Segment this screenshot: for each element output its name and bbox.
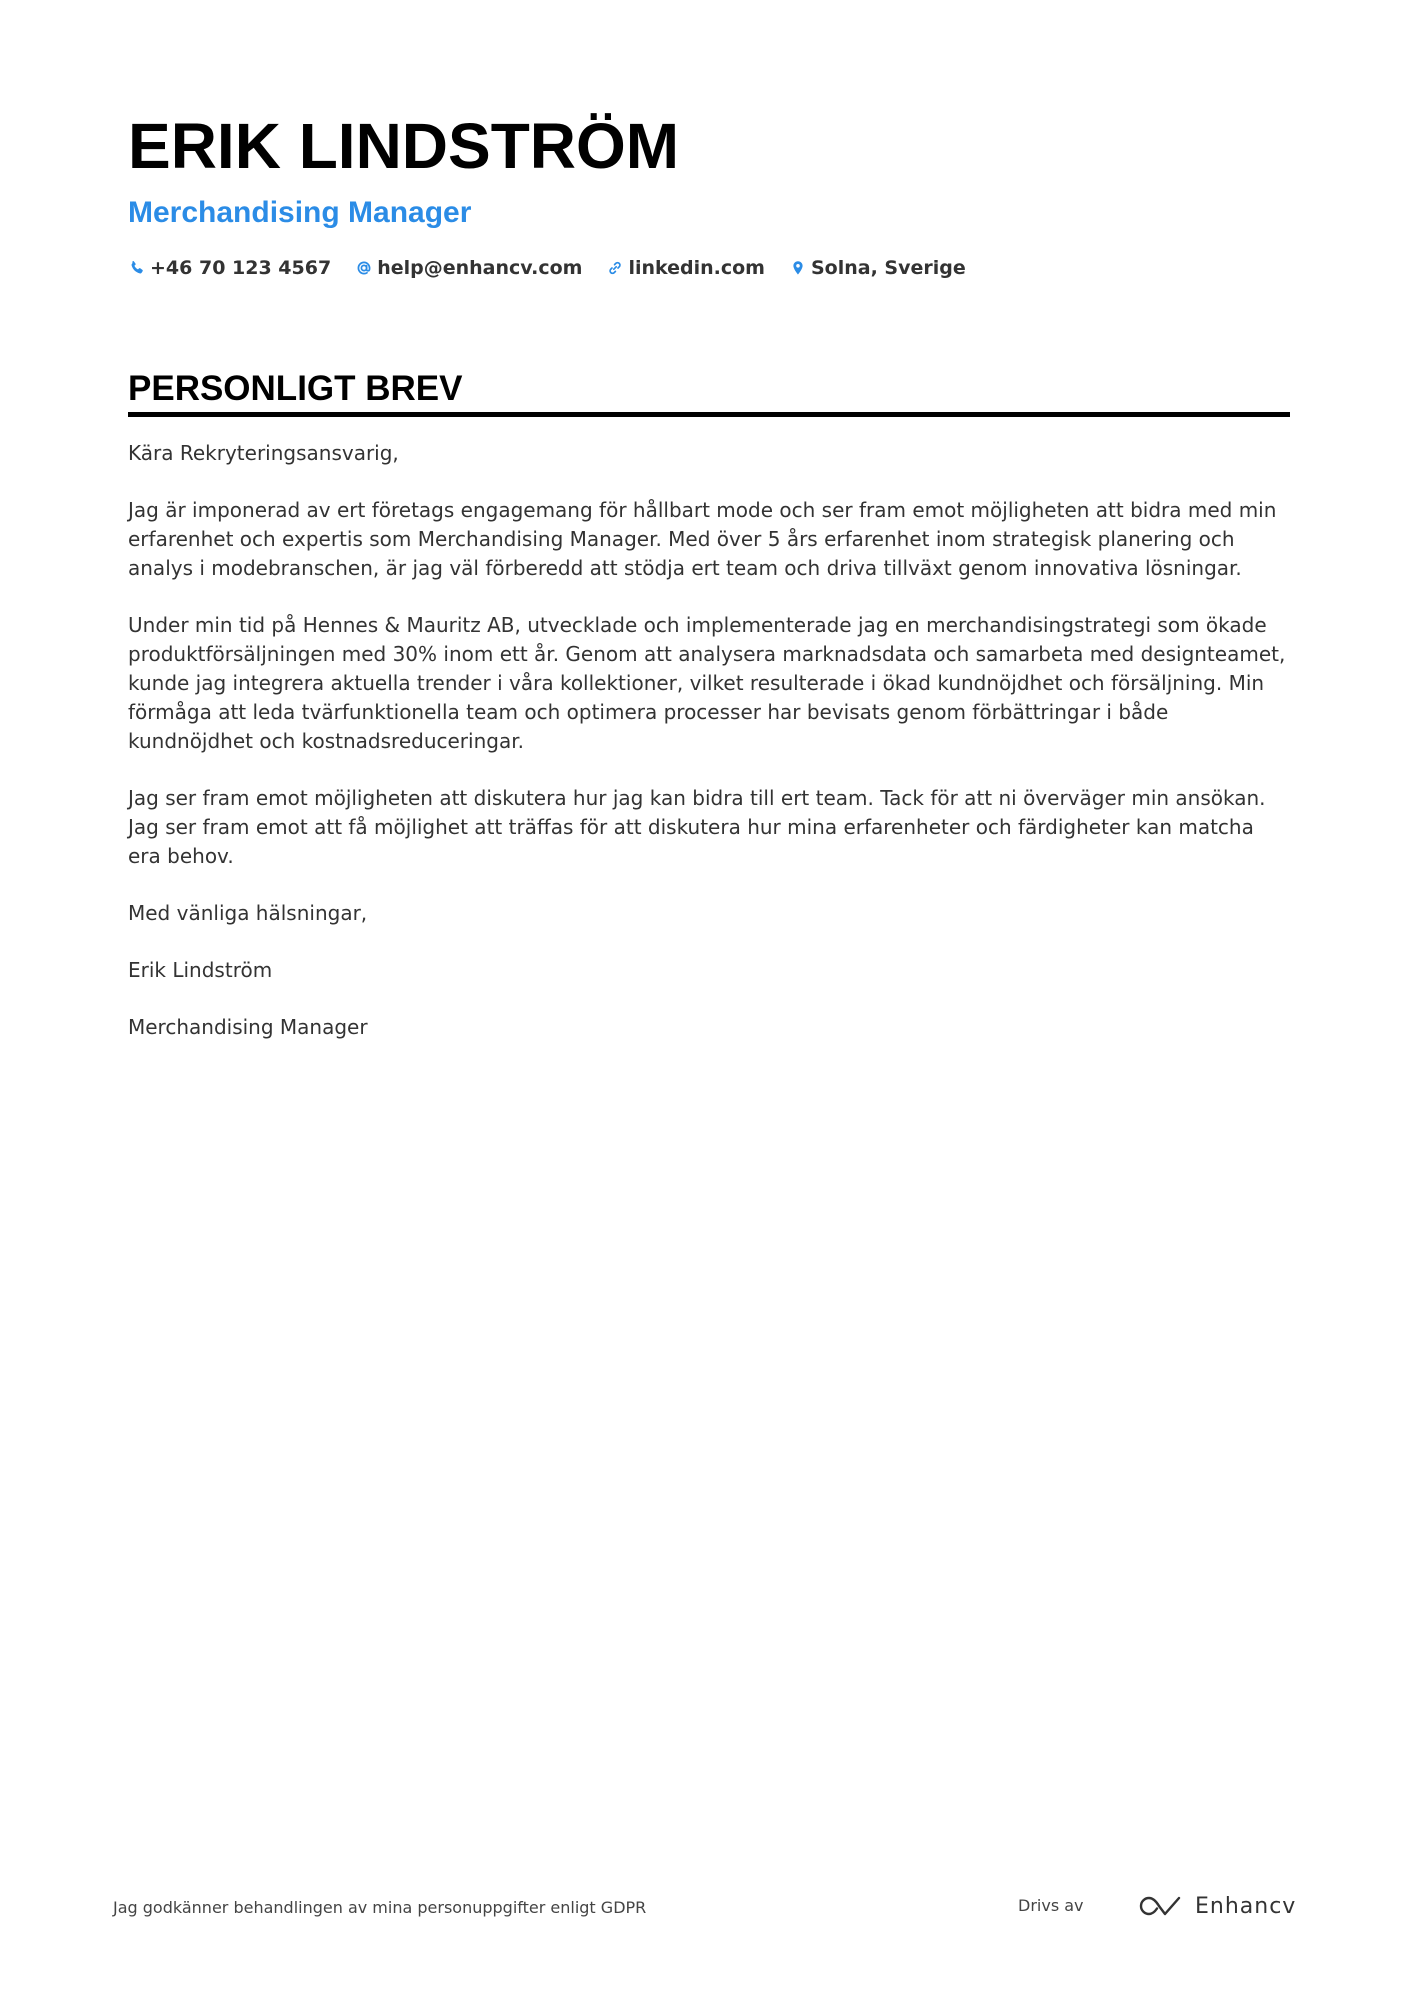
signature-name: Erik Lindström: [128, 958, 273, 982]
gdpr-consent-text: Jag godkänner behandlingen av mina personuppgifter enligt GDPR: [113, 1898, 647, 1917]
header: [128, 108, 1288, 282]
section-title: PERSONLIGT BREV: [128, 368, 1290, 417]
contact-link: [606, 256, 765, 280]
letter-paragraph-1: Jag är imponerad av ert företags engagemang för hållbart mode och ser fram emot möjligheten att bidra med min erfarenhet och expertis som Merchandising Manager. Med över 5 års erfarenhet inom strategisk planering och analys i modebranschen, är jag väl förberedd att stödja ert team och driva tillväxt genom innovativa lösningar.: [128, 498, 1277, 580]
job-title: Merchandising Manager: [128, 196, 472, 229]
phone-number: +46 70 123 4567: [150, 257, 332, 279]
enhancv-logo-icon: [1139, 1893, 1185, 1919]
brand-name: Enhancv: [1195, 1893, 1297, 1919]
letter-greeting: Kära Rekryteringsansvarig,: [128, 441, 399, 465]
phone-icon: [128, 259, 146, 277]
link-icon: [606, 259, 624, 277]
contact-location: [789, 256, 966, 280]
location: Solna, Sverige: [810, 257, 966, 279]
contact-email: [355, 256, 582, 280]
letter-closing: Med vänliga hälsningar,: [128, 901, 368, 925]
letter-body: [128, 439, 1290, 1042]
contact-row: [128, 254, 1288, 282]
letter-paragraph-2: Under min tid på Hennes & Mauritz AB, utvecklade och implementerade jag en merchandisingstrategi som ökade produktförsäljningen med 30% inom ett år. Genom att analysera marknadsdata och samarbeta med designteamet, kunde jag integrera aktuella trender i våra kollektioner, vilket resulterade i ökad kundnöjdhet och försäljning. Min förmåga att leda tvärfunktionella team och optimera processer har bevisats genom förbättringar i både kundnöjdhet och kostnadsreduceringar.: [128, 613, 1286, 753]
map-pin-icon: [789, 259, 807, 277]
enhancv-brand[interactable]: [1139, 1888, 1296, 1924]
cover-letter-section: [128, 368, 1290, 1070]
linkedin-link[interactable]: linkedin.com: [628, 257, 765, 279]
signature-title: Merchandising Manager: [128, 1015, 368, 1039]
at-icon: [355, 259, 373, 277]
candidate-name: ERIK LINDSTRÖM: [128, 110, 680, 182]
footer: [113, 1888, 1297, 1928]
email-address[interactable]: help@enhancv.com: [377, 257, 583, 279]
letter-paragraph-3: Jag ser fram emot möjligheten att diskutera hur jag kan bidra till ert team. Tack för att ni överväger min ansökan. Jag ser fram emot att få möjlighet att träffas för att diskutera hur mina erfarenheter och färdigheter kan matcha era behov.: [128, 786, 1266, 868]
contact-phone: [128, 256, 331, 280]
powered-by-label: Drivs av: [1018, 1896, 1084, 1915]
